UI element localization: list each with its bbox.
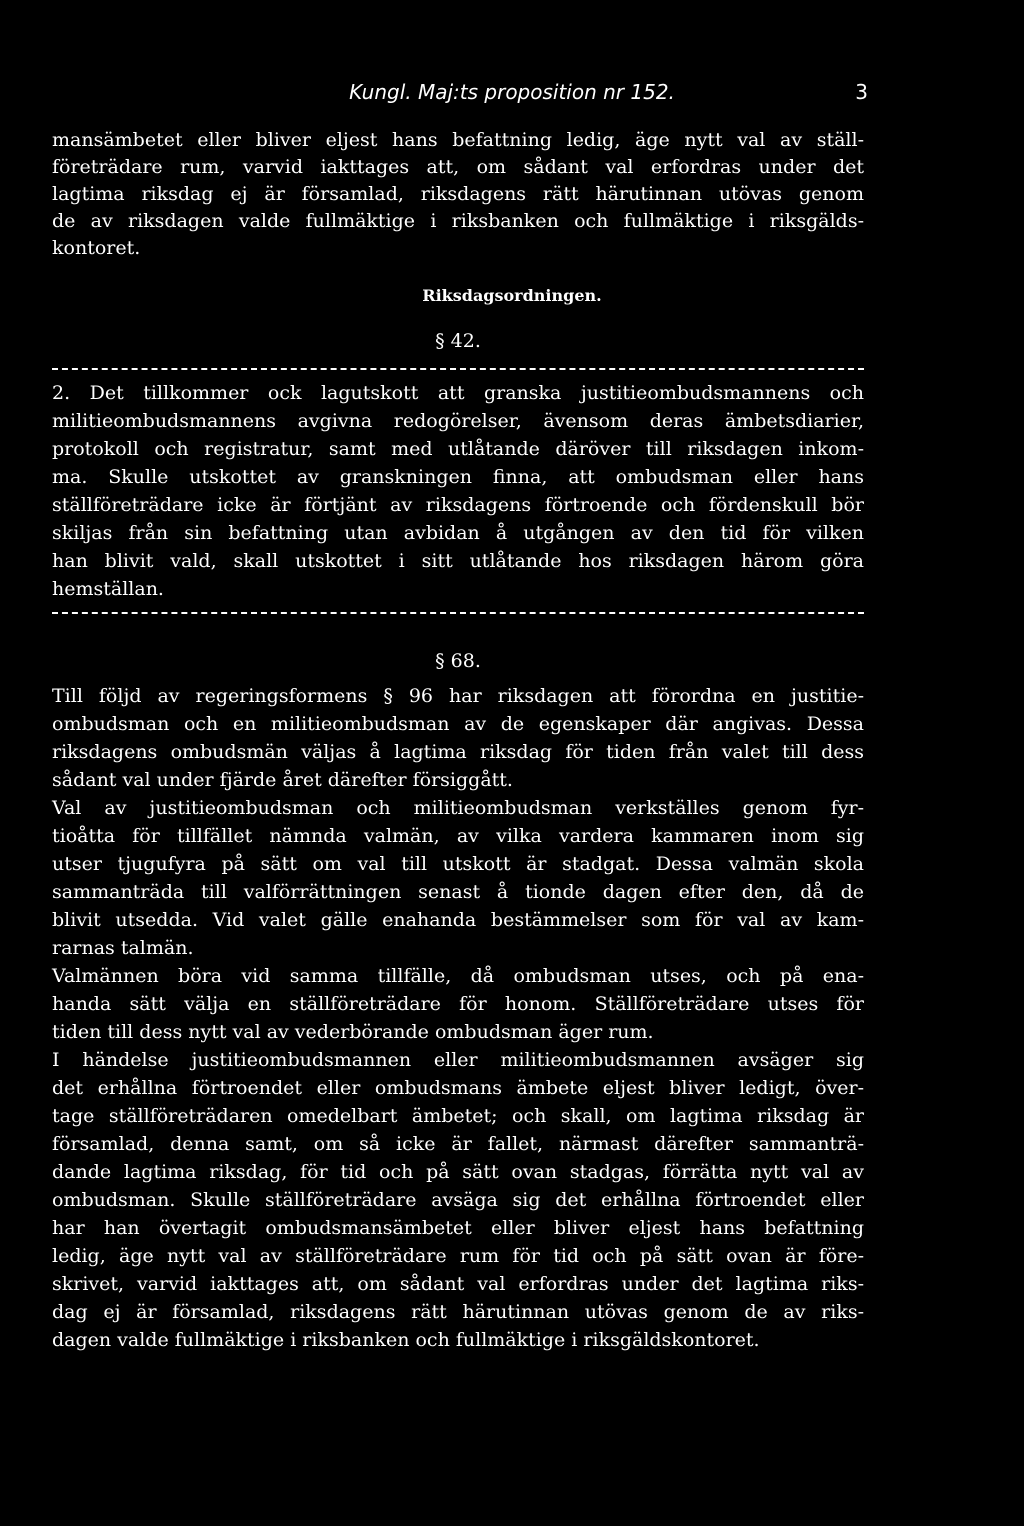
text-line: sådant val under fjärde året därefter försiggått.: [52, 769, 513, 791]
page-number: 3: [855, 80, 868, 104]
text-line: Valmännen böra vid samma tillfälle, då ombudsman utses, och på ena-: [52, 965, 864, 987]
text-line: kontoret.: [52, 237, 141, 259]
dashed-divider: [52, 368, 864, 370]
running-header-title: Kungl. Maj:ts proposition nr 152.: [349, 80, 675, 104]
text-line: Till följd av regeringsformens § 96 har riksdagen att förordna en justitie-: [52, 685, 864, 707]
text-line: församlad, denna samt, om så icke är fallet, närmast därefter sammanträ-: [52, 1133, 864, 1155]
text-line: har han övertagit ombudsmansämbetet eller bliver eljest hans befattning: [52, 1217, 864, 1239]
text-line: hemställan.: [52, 578, 164, 600]
text-line: lagtima riksdag ej är församlad, riksdagens rätt härutinnan utövas genom: [52, 183, 864, 205]
text-line: ma. Skulle utskottet av granskningen finna, att ombudsman eller hans: [52, 466, 864, 488]
text-line: ställföreträdare icke är förtjänt av riksdagens förtroende och fördenskull bör: [52, 494, 864, 516]
text-line: tiden till dess nytt val av vederbörande ombudsman äger rum.: [52, 1021, 654, 1043]
text-line: dagen valde fullmäktige i riksbanken och fullmäktige i riksgäldskontoret.: [52, 1329, 760, 1351]
text-line: ledig, äge nytt val av ställföreträdare rum för tid och på sätt ovan är före-: [52, 1245, 864, 1267]
text-line: tage ställföreträdaren omedelbart ämbetet; och skall, om lagtima riksdag är: [52, 1105, 864, 1127]
text-line: sammanträda till valförrättningen senast å tionde dagen efter den, då de: [52, 881, 864, 903]
section-number: § 68.: [435, 650, 481, 672]
text-line: ombudsman. Skulle ställföreträdare avsäga sig det erhållna förtroendet eller: [52, 1189, 864, 1211]
text-line: handa sätt välja en ställföreträdare för honom. Ställföreträdare utses för: [52, 993, 864, 1015]
section-heading: Riksdagsordningen.: [422, 286, 602, 305]
text-line: skrivet, varvid iakttages att, om sådant val erfordras under det lagtima riks-: [52, 1273, 864, 1295]
text-line: riksdagens ombudsmän väljas å lagtima riksdag för tiden från valet till dess: [52, 741, 864, 763]
text-line: ombudsman och en militieombudsman av de egenskaper där angivas. Dessa: [52, 713, 864, 735]
text-line: det erhållna förtroendet eller ombudsmans ämbete eljest bliver ledigt, över-: [52, 1077, 864, 1099]
text-line: dag ej är församlad, riksdagens rätt härutinnan utövas genom de av riks-: [52, 1301, 864, 1323]
text-line: I händelse justitieombudsmannen eller militieombudsmannen avsäger sig: [52, 1049, 864, 1071]
text-line: mansämbetet eller bliver eljest hans befattning ledig, äge nytt val av ställ-: [52, 129, 864, 151]
text-line: Val av justitieombudsman och militieombudsman verkställes genom fyr-: [52, 797, 864, 819]
text-line: rarnas talmän.: [52, 937, 194, 959]
text-line: militieombudsmannens avgivna redogörelser, ävensom deras ämbetsdiarier,: [52, 410, 864, 432]
text-line: 2. Det tillkommer ock lagutskott att granska justitieombudsmannens och: [52, 382, 864, 404]
text-line: protokoll och registratur, samt med utlåtande däröver till riksdagen inkom-: [52, 438, 864, 460]
text-line: skiljas från sin befattning utan avbidan å utgången av den tid för vilken: [52, 522, 864, 544]
text-line: han blivit vald, skall utskottet i sitt utlåtande hos riksdagen härom göra: [52, 550, 864, 572]
dashed-divider: [52, 612, 864, 614]
section-number: § 42.: [435, 330, 481, 352]
text-line: företrädare rum, varvid iakttages att, om sådant val erfordras under det: [52, 156, 864, 178]
text-line: tioåtta för tillfället nämnda valmän, av vilka vardera kammaren inom sig: [52, 825, 864, 847]
text-line: de av riksdagen valde fullmäktige i riksbanken och fullmäktige i riksgälds-: [52, 210, 864, 232]
text-line: blivit utsedda. Vid valet gälle enahanda bestämmelser som för val av kam-: [52, 909, 864, 931]
text-line: dande lagtima riksdag, för tid och på sätt ovan stadgas, förrätta nytt val av: [52, 1161, 864, 1183]
text-line: utser tjugufyra på sätt om val till utskott är stadgat. Dessa valmän skola: [52, 853, 864, 875]
